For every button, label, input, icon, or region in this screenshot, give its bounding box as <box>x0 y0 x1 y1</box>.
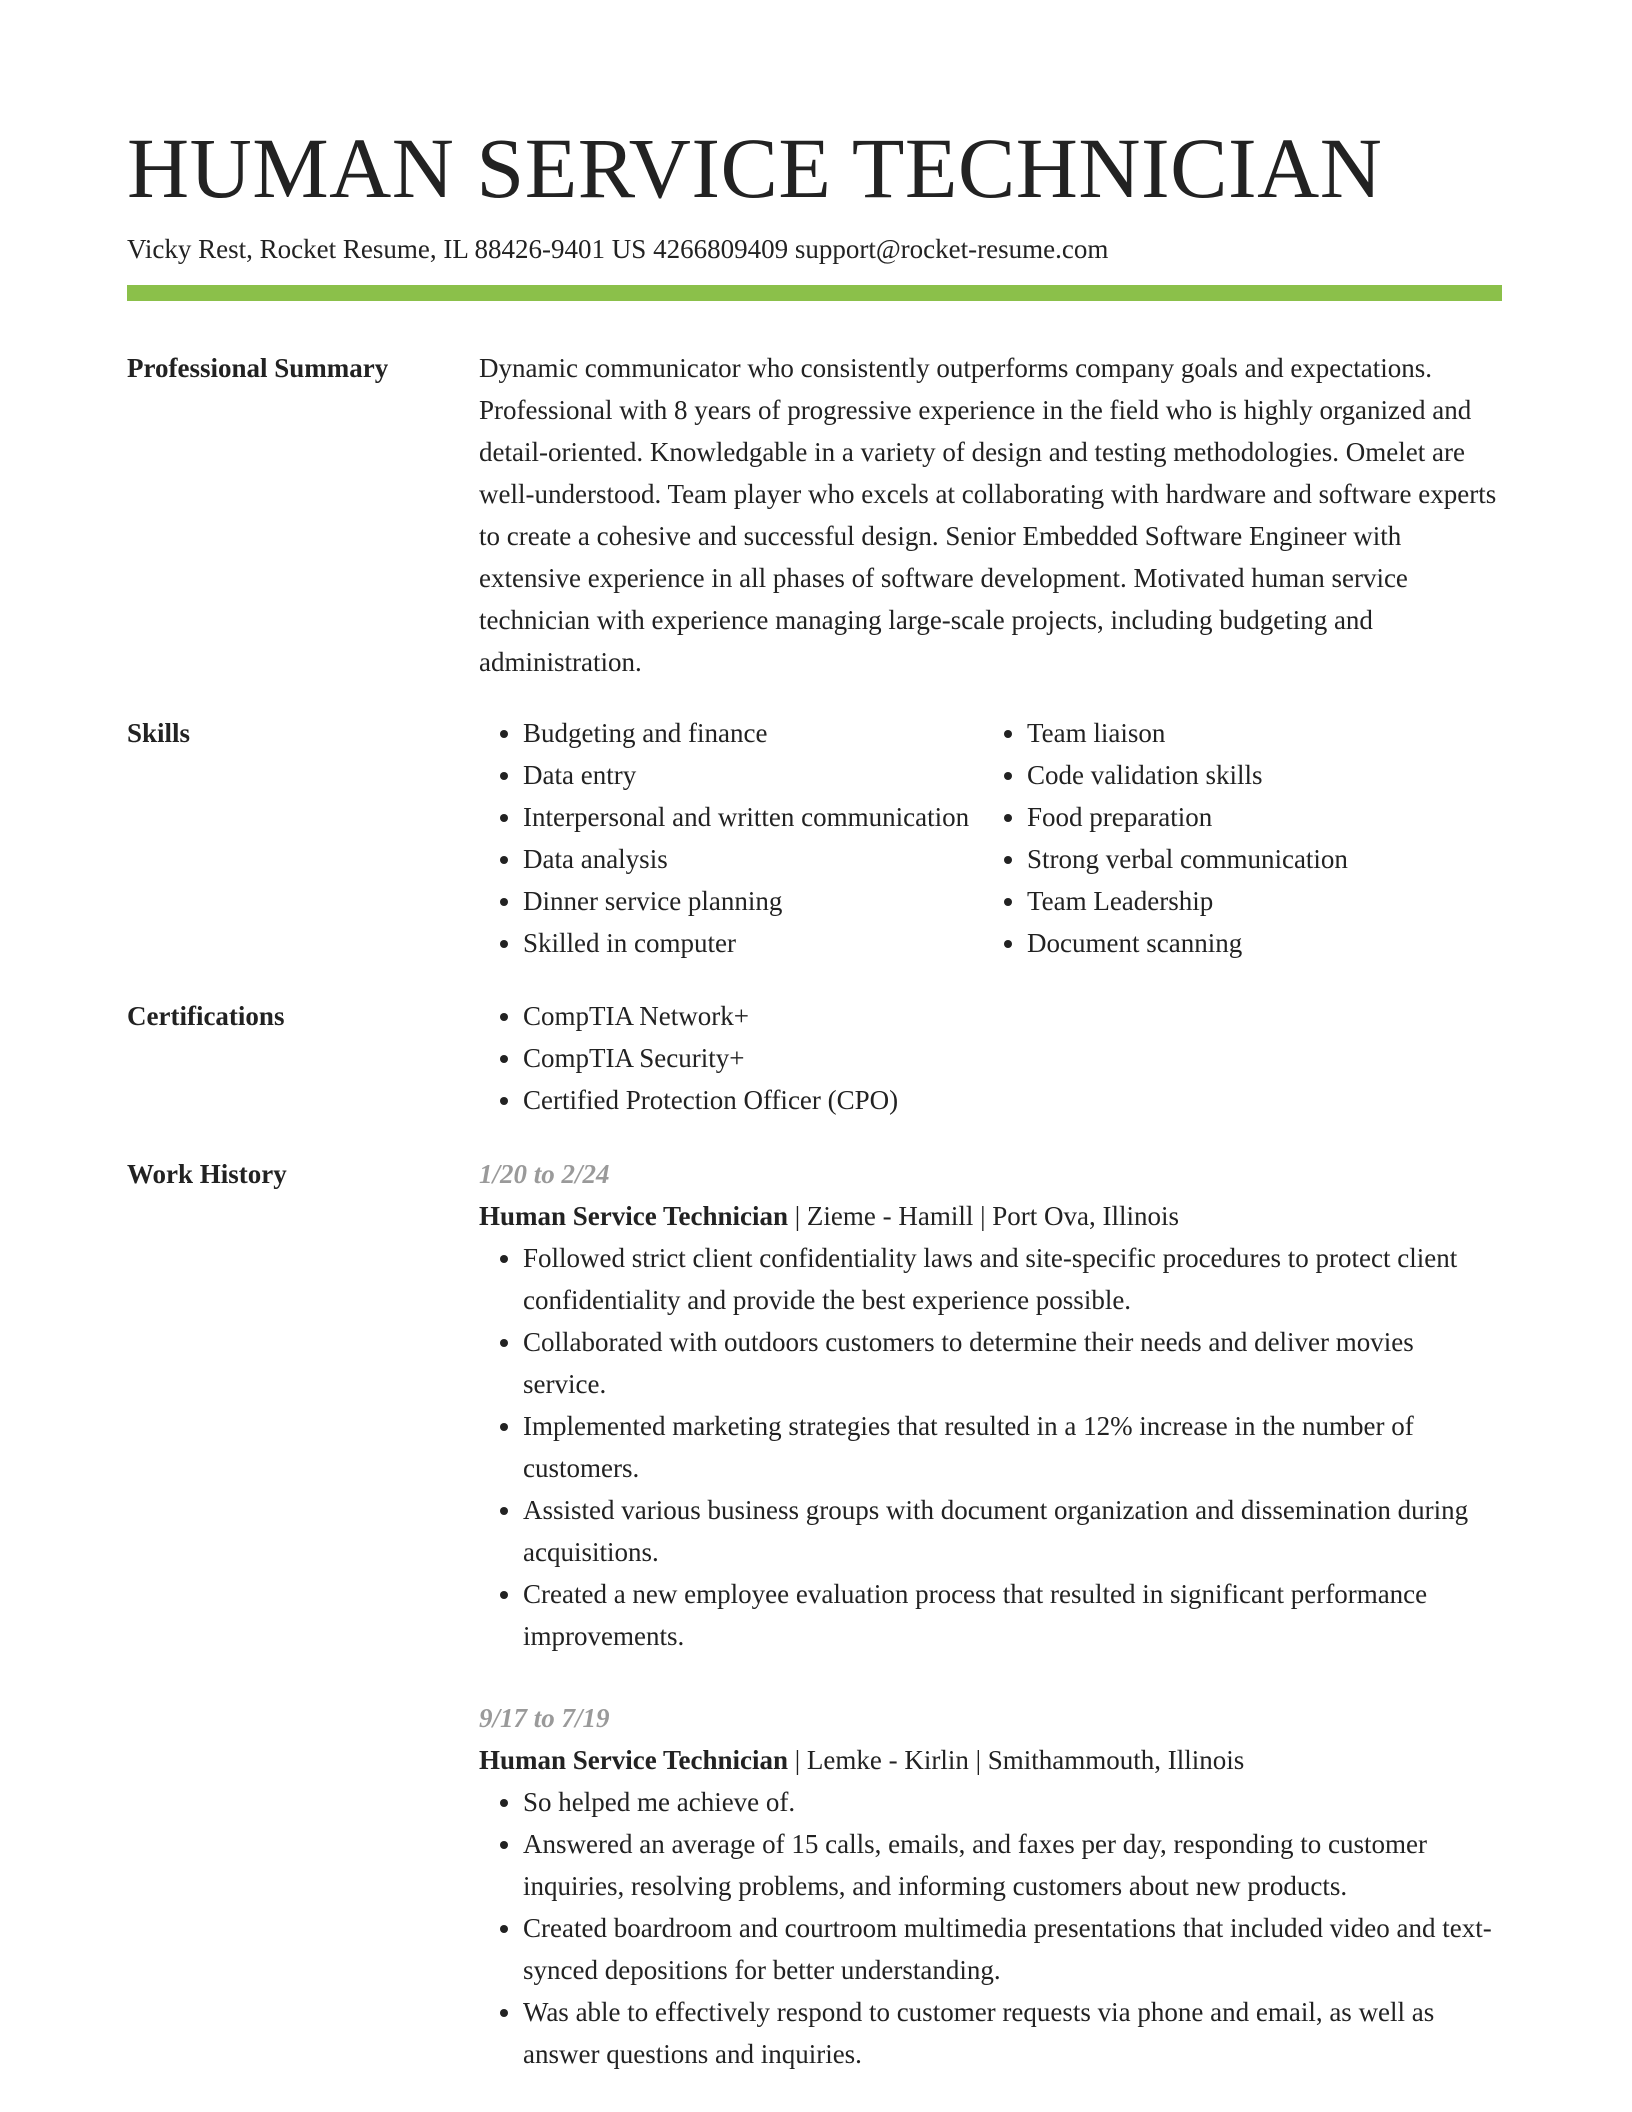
skill-item: • Code validation skills <box>1027 754 1531 796</box>
accent-divider <box>127 285 1502 301</box>
job-bullets <box>479 1781 1502 2075</box>
skill-item: • Interpersonal and written communication <box>523 796 1027 838</box>
certifications-heading: Certifications <box>127 1001 285 1031</box>
job-bullet: • Assisted various business groups with document organization and dissemination during acquisitions. <box>523 1489 1502 1573</box>
skill-item: • Food preparation <box>1027 796 1531 838</box>
job-bullet: • Created boardroom and courtroom multimedia presentations that included video and text-synced depositions for better understanding. <box>523 1907 1502 1991</box>
contact-line: Vicky Rest, Rocket Resume, IL 88426-9401 US 4266809409 support@rocket-resume.com <box>127 234 1109 264</box>
job-bullet: • Answered an average of 15 calls, emails, and faxes per day, responding to customer inquiries, resolving problems, and informing customers about new products. <box>523 1823 1502 1907</box>
job-heading <box>479 1739 1502 1781</box>
job-entry <box>479 1697 1502 2075</box>
job-bullets <box>479 1237 1502 1657</box>
job-dates: 9/17 to 7/19 <box>479 1703 610 1733</box>
skill-item: • Skilled in computer <box>523 922 1027 964</box>
certification-item: • CompTIA Security+ <box>523 1037 1502 1079</box>
work-history-body <box>479 1153 1502 2075</box>
job-bullet: • Was able to effectively respond to customer requests via phone and email, as well as answer questions and inquiries. <box>523 1991 1502 2075</box>
job-heading <box>479 1195 1502 1237</box>
certification-item: • CompTIA Network+ <box>523 995 1502 1037</box>
certifications-list <box>479 995 1502 1121</box>
certification-item: • Certified Protection Officer (CPO) <box>523 1079 1502 1121</box>
job-bullet: • Followed strict client confidentiality laws and site-specific procedures to protect client confidentiality and provide the best experience possible. <box>523 1237 1502 1321</box>
job-employer-location: | Zieme - Hamill | Port Ova, Illinois <box>788 1201 1180 1231</box>
skill-item: • Budgeting and finance <box>523 712 1027 754</box>
job-bullet: • So helped me achieve of. <box>523 1781 1502 1823</box>
skill-item: • Team liaison <box>1027 712 1531 754</box>
skill-item: • Strong verbal communication <box>1027 838 1531 880</box>
summary-text: Dynamic communicator who consistently outperforms company goals and expectations. Professional with 8 years of progressive experience in the field who is highly organized and detail-oriented. Knowledgable in a variety of design and testing methodologies. Omelet are well-understood. Team player who excels at collaborating with hardware and software experts to create a cohesive and successful design. Senior Embedded Software Engineer with extensive experience in all phases of software development. Motivated human service technician with experience managing large-scale projects, including budgeting and administration. <box>479 353 1497 677</box>
skill-item: • Document scanning <box>1027 922 1531 964</box>
summary-body <box>479 347 1502 683</box>
skill-item: • Dinner service planning <box>523 880 1027 922</box>
skill-item: • Data analysis <box>523 838 1027 880</box>
skill-item: • Team Leadership <box>1027 880 1531 922</box>
summary-heading: Professional Summary <box>127 353 389 383</box>
job-bullet: • Implemented marketing strategies that resulted in a 12% increase in the number of customers. <box>523 1405 1502 1489</box>
job-dates: 1/20 to 2/24 <box>479 1159 610 1189</box>
skills-list-left <box>479 712 1027 964</box>
resume-title: HUMAN SERVICE TECHNICIAN <box>127 120 1383 216</box>
job-title: Human Service Technician <box>479 1745 789 1775</box>
job-employer-location: | Lemke - Kirlin | Smithammouth, Illinois <box>788 1745 1245 1775</box>
skills-list-right <box>983 712 1531 964</box>
work-history-heading: Work History <box>127 1159 287 1189</box>
skill-item: • Data entry <box>523 754 1027 796</box>
certifications-body <box>479 995 1502 1121</box>
job-bullet: • Created a new employee evaluation process that resulted in significant performance improvements. <box>523 1573 1502 1657</box>
job-title: Human Service Technician <box>479 1201 789 1231</box>
job-bullet: • Collaborated with outdoors customers to determine their needs and deliver movies service. <box>523 1321 1502 1405</box>
job-entry <box>479 1153 1502 1657</box>
skills-heading: Skills <box>127 718 191 748</box>
